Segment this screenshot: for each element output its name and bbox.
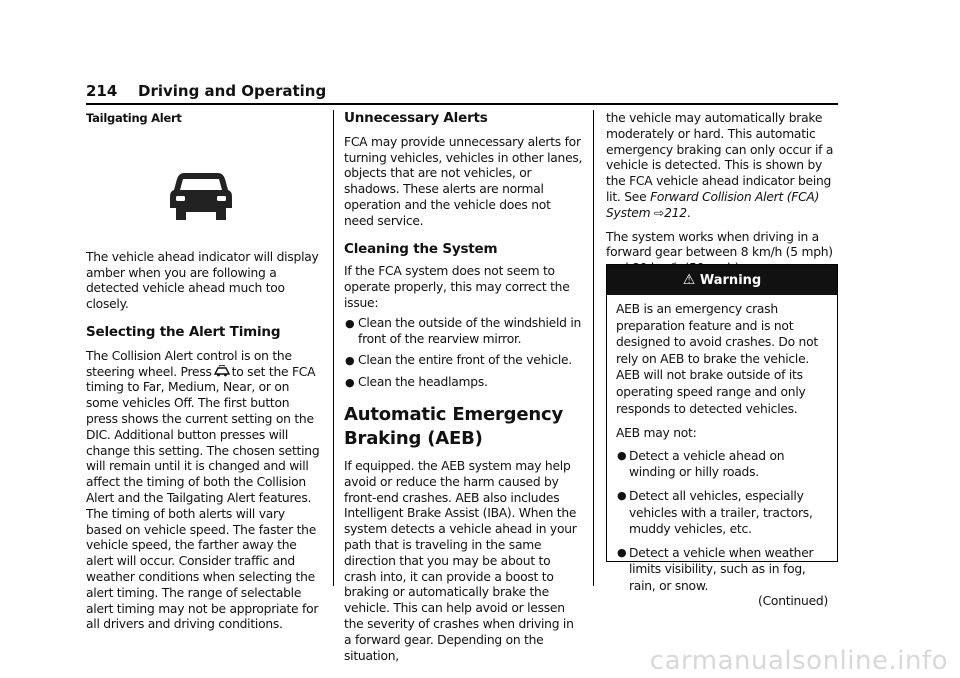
operating-speed-paragraph: The system works when driving in a forward gear between 8 km/h (5 mph) — [606, 229, 833, 260]
warning-title: Warning — [699, 273, 762, 288]
aeb-heading-line-1: Automatic Emergency — [344, 403, 563, 425]
aeb-heading-line-2: Braking (AEB) — [344, 427, 483, 449]
aeb-heading — [344, 403, 584, 451]
aeb-continued-paragraph: the vehicle may automatically brake moderately or hard. This automatic emergency braking can only occur if a vehicle is detected. This is shown by the FCA vehicle ahead indicator being lit. See Forward Collision Alert (FCA) System ⇨212. — [606, 111, 834, 220]
unnecessary-alerts-heading: Unnecessary Alerts — [344, 110, 488, 126]
warning-body — [607, 295, 837, 609]
watermark: carmanualsonline.info — [649, 646, 948, 676]
alert-timing-text-1: The Collision Alert control is on the steering wheel. Press — [86, 348, 292, 379]
cleaning-bullet-3: ● Clean the headlamps. — [345, 375, 488, 390]
page-header — [86, 82, 838, 104]
page-ref[interactable]: 212 — [664, 205, 687, 220]
cleaning-paragraph: If the FCA system does not seem to operate properly, this may correct the issue: — [344, 264, 570, 310]
warning-header — [607, 265, 837, 295]
tailgating-alert-title: Tailgating Alert — [86, 111, 182, 125]
vehicle-ahead-icon — [86, 127, 324, 222]
warning-paragraph: AEB is an emergency crash preparation feature and is not designed to avoid crashes. Do not rely on AEB to brake the vehicle. AEB will not brake outside of its operating speed range and only responds to detected vehicles. — [616, 302, 818, 416]
warning-bullet-1: ● Detect a vehicle ahead on winding or hilly roads. — [617, 448, 785, 480]
page-ref-arrow-icon: ⇨ — [654, 205, 665, 220]
cleaning-heading: Cleaning the System — [344, 240, 498, 257]
left-column — [86, 111, 324, 633]
tailgating-paragraph: The vehicle ahead indicator will display amber when you are following a detected vehicle ahead much too closely. — [86, 249, 319, 312]
continued-label: (Continued) — [758, 593, 828, 608]
alert-timing-paragraph — [86, 349, 324, 633]
warning-icon: ⚠ — [682, 272, 696, 288]
unnecessary-alerts-paragraph: FCA may provide unnecessary alerts for turning vehicles, vehicles in other lanes, objects that are not vehicles, or shadows. These alerts are normal operation and the vehicle does not need service. — [344, 134, 583, 228]
middle-column — [344, 111, 584, 664]
header-rule — [86, 103, 838, 105]
aeb-may-not: AEB may not: — [616, 426, 697, 441]
alert-timing-text-2: to set the FCA timing to Far, Medium, Near, or on some vehicles Off. The first button press shows the current setting on the DIC. Additional button presses will change this setting. The chosen setting will remain until it is changed and will affect the timing of both the Collision Alert and the Tailgating Alert features. The timing of both alerts will vary based on vehicle speed. The faster the vehicle speed, the farther away the alert will occur. Consider traffic and weather conditions when selecting the alert timing. The range of selectable alert timing may not be appropriate for all drivers and driving conditions. — [86, 364, 320, 632]
column-divider-2 — [593, 110, 594, 586]
column-divider-1 — [333, 110, 334, 586]
section-title: Driving and Operating — [138, 82, 327, 100]
aeb-paragraph: If equipped. the AEB system may help avoid or reduce the harm caused by front-end crashes. AEB also includes Intelligent Brake Assist (IBA). When the system detects a vehicle ahead in your path that is traveling in the same direction that you may be about to crash into, it can provide a boost to braking or automatically brake the vehicle. This can help avoid or lessen the severity of crashes when driving in a forward gear. Depending on the situation, — [344, 458, 577, 663]
warning-bullet-2: ● Detect all vehicles, especially vehicles with a trailer, tractors, muddy vehicles, etc. — [617, 488, 813, 537]
warning-box — [606, 264, 838, 608]
cleaning-bullet-2: ● Clean the entire front of the vehicle. — [345, 353, 572, 368]
alert-timing-heading: Selecting the Alert Timing — [86, 323, 281, 340]
cleaning-bullet-1: ● Clean the outside of the windshield in front of the rearview mirror. — [345, 315, 582, 346]
page-number: 214 — [86, 82, 118, 100]
right-column — [606, 111, 840, 277]
collision-alert-icon — [214, 365, 230, 377]
warning-bullet-3: ● Detect a vehicle when weather limits visibility, such as in fog, rain, or snow. — [617, 545, 814, 593]
fca-system-link[interactable]: Forward Collision Alert (FCA) System — [606, 189, 820, 220]
